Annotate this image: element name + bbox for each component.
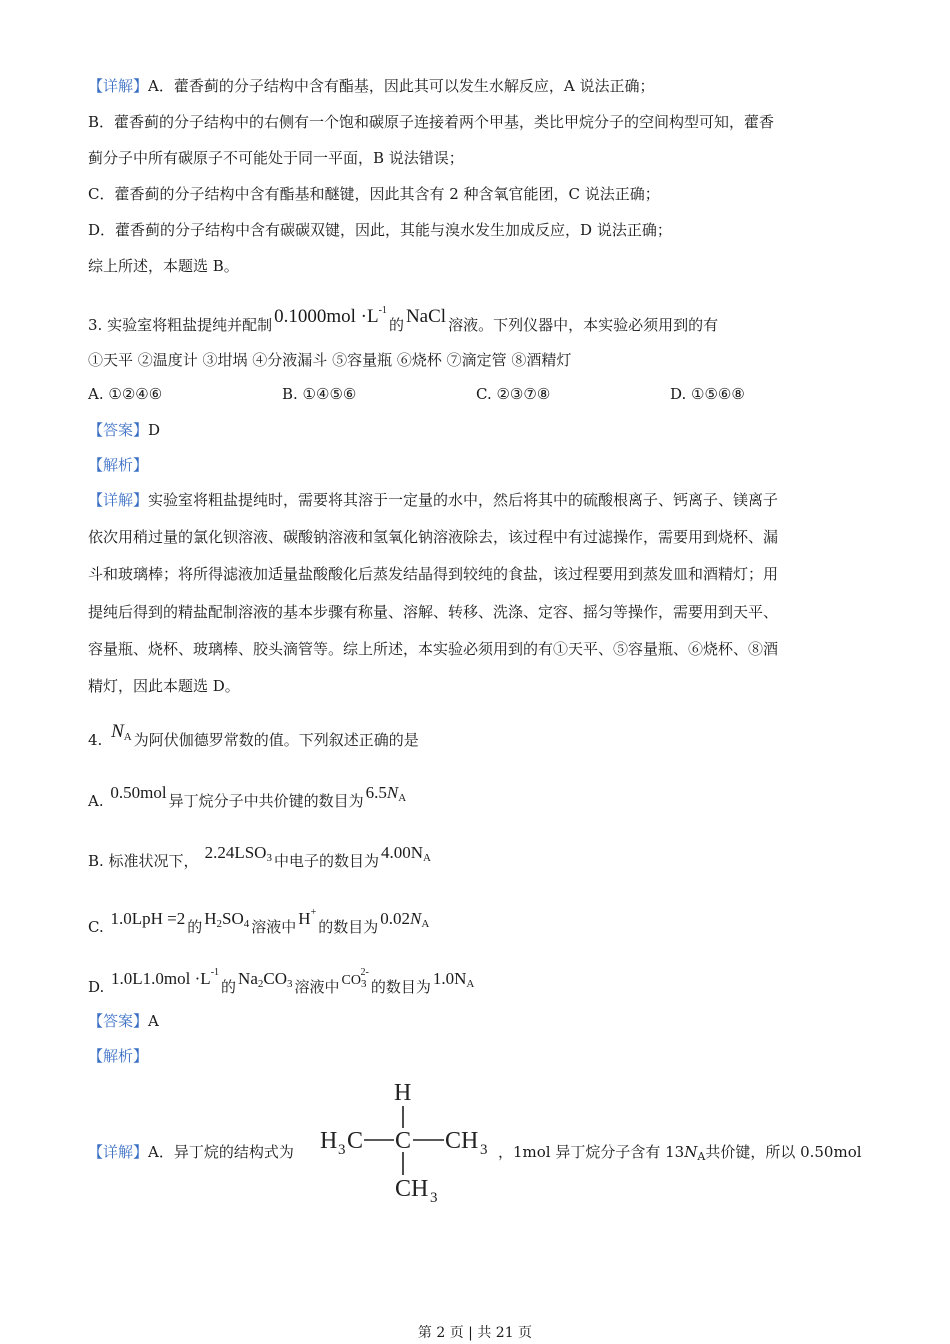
q3-salt: NaCl xyxy=(405,306,447,327)
q3-stem xyxy=(88,301,718,335)
q3-stem-de: 的 xyxy=(388,316,404,334)
detail-line-b2: 蓟分子中所有碳原子不可能处于同一平面，B 说法错误； xyxy=(88,149,464,167)
q3-detail-1 xyxy=(88,490,778,510)
answer-tag: 【答案】 xyxy=(88,1012,149,1030)
q3-option-c: C. ②③⑦⑧ xyxy=(476,385,551,403)
detail-text: 实验室将粗盐提纯时，需要将其溶于一定量的水中，然后将其中的硫酸根离子、钙离子、镁离子 xyxy=(148,491,779,509)
answer-tag: 【答案】 xyxy=(88,421,149,439)
detail-tag: 【详解】 xyxy=(88,491,149,509)
q3-stem-tail: 溶液。下列仪器中，本实验必须用到的有 xyxy=(448,316,719,334)
q3-detail-4: 提纯后得到的精盐配制溶液的基本步骤有称量、溶解、转移、洗涤、定容、摇匀等操作，需要用到天平、 xyxy=(88,603,779,621)
q4-option-a: A. 0.50mol 异丁烷分子中共价键的数目为 $6.5N_A$ xyxy=(88,783,407,810)
q3-analysis-tag xyxy=(88,455,148,475)
page-footer: 第 2 页 | 共 21 页 xyxy=(417,1325,533,1341)
mol-right-sub: 3 xyxy=(480,1142,488,1158)
mol-center-c: C xyxy=(395,1128,412,1154)
isobutane-structural-formula xyxy=(318,1076,494,1206)
mol-top-h: H xyxy=(394,1080,412,1106)
answer-value: D xyxy=(148,421,161,439)
detail-conclusion: 综上所述，本题选 B。 xyxy=(88,257,239,275)
detail-tag: 【详解】 xyxy=(88,77,149,95)
q3-detail-3: 斗和玻璃棒；将所得滤液加适量盐酸酸化后蒸发结晶得到较纯的食盐，该过程要用到蒸发皿和酒精灯；用 xyxy=(88,565,779,583)
q4-na-symbol: $N_A$ xyxy=(111,721,132,743)
q4-option-c: C. 1.0LpH =2 的 $H_2SO_4$ 溶液中 H+的数目为 $0.02N_A$ xyxy=(88,907,430,936)
analysis-tag: 【解析】 xyxy=(88,1047,149,1065)
q4-analysis-tag xyxy=(88,1046,148,1066)
detail-line-b1: B．藿香蓟的分子结构中的右侧有一个饱和碳原子连接着两个甲基，类比甲烷分子的空间构型可知，藿香 xyxy=(88,113,775,131)
mol-left-c: C xyxy=(347,1128,364,1154)
mol-left-sub: 3 xyxy=(338,1142,346,1158)
q3-option-b: B. ①④⑤⑥ xyxy=(282,385,357,403)
detail-tag: 【详解】 xyxy=(88,1143,149,1161)
q4-option-d: D. $1.0L1.0mol \cdot L^{-1}$的 $Na_2CO_3$ 溶液中 $CO_3^{2-}$的数目为 $1.0N_A$ xyxy=(88,967,475,996)
detail-line-d: D．藿香蓟的分子结构中含有碳碳双键，因此，其能与溴水发生加成反应，D 说法正确； xyxy=(88,221,672,239)
q3-detail-5: 容量瓶、烧杯、玻璃棒、胶头滴管等。综上所述，本实验必须用到的有①天平、⑤容量瓶、⑥烧杯、⑧酒 xyxy=(88,640,779,658)
q4-stem xyxy=(88,722,419,750)
q4-number: 4. xyxy=(88,731,103,749)
detail-line-c: C．藿香蓟的分子结构中含有酯基和醚键，因此其含有 2 种含氧官能团，C 说法正确； xyxy=(88,185,660,203)
q3-detail-6: 精灯，因此本题选 D。 xyxy=(88,677,240,695)
q3-detail-2: 依次用稍过量的氯化钡溶液、碳酸钠溶液和氢氧化钠溶液除去，该过程中有过滤操作，需要用到烧杯、漏 xyxy=(88,528,779,546)
q4-stem-text: 为阿伏伽德罗常数的值。下列叙述正确的是 xyxy=(133,731,419,749)
mol-bottom-ch: CH xyxy=(395,1176,429,1202)
q4-detail-a-right: ，1mol 异丁烷分子含有 $13N_A$共价键，所以 0.50mol xyxy=(498,1143,862,1163)
answer-value: A xyxy=(148,1012,159,1030)
q4-answer xyxy=(88,1011,159,1031)
detail-text: A．异丁烷的结构式为 xyxy=(148,1143,294,1161)
mol-left-h: H xyxy=(320,1128,338,1154)
q3-option-d: D. ①⑤⑥⑧ xyxy=(670,385,745,403)
q3-answer xyxy=(88,420,160,440)
mol-right-ch: CH xyxy=(445,1128,479,1154)
mol-bottom-sub: 3 xyxy=(430,1190,438,1206)
detail-text: A．藿香蓟的分子结构中含有酯基，因此其可以发生水解反应，A 说法正确； xyxy=(148,77,655,95)
q4-detail-a-left xyxy=(88,1142,294,1162)
q3-option-a: A. ①②④⑥ xyxy=(88,385,163,403)
q3-stem-text: 3. 实验室将粗盐提纯并配制 xyxy=(88,316,273,334)
q4-option-b: B. 标准状况下， $2.24LSO_3$ 中电子的数目为 $4.00N_A$ xyxy=(88,843,431,870)
q3-items: ①天平 ②温度计 ③坩埚 ④分液漏斗 ⑤容量瓶 ⑥烧杯 ⑦滴定管 ⑧酒精灯 xyxy=(88,351,572,369)
analysis-tag: 【解析】 xyxy=(88,456,149,474)
q3-concentration: $0.1000mol \cdot L^{-1}$ xyxy=(274,305,387,327)
detail-line-a xyxy=(88,76,654,96)
